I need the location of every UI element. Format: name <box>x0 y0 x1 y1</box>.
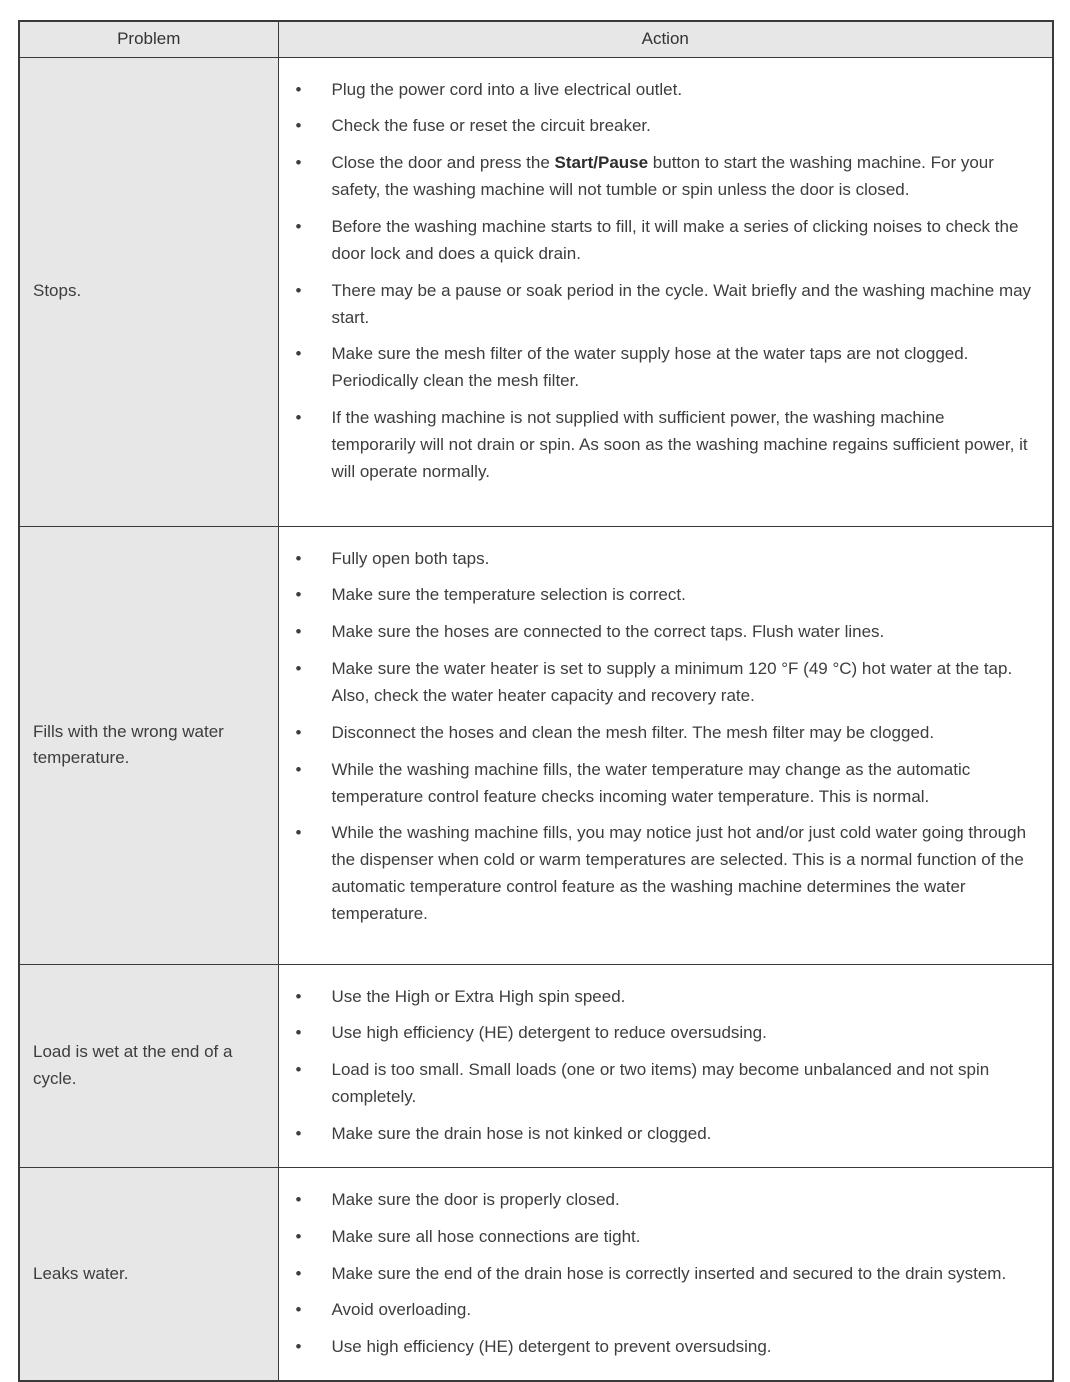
bullet-marker-icon: • <box>295 986 302 1006</box>
action-text: Avoid overloading. <box>331 1300 472 1320</box>
bullet-marker-icon: • <box>295 1337 302 1357</box>
action-item <box>295 1020 1033 1047</box>
action-item <box>295 113 1033 140</box>
action-cell <box>278 57 1053 526</box>
action-item <box>295 1261 1033 1288</box>
bullet-marker-icon: • <box>295 1189 302 1209</box>
action-text: Make sure the door is properly closed. <box>331 1189 620 1209</box>
action-cell <box>278 1167 1053 1381</box>
action-item <box>295 1297 1033 1324</box>
action-item <box>295 341 1033 395</box>
table-row <box>19 57 1053 526</box>
action-text: Use high efficiency (HE) detergent to prevent oversudsing. <box>331 1337 772 1357</box>
bullet-marker-icon: • <box>295 585 302 605</box>
action-item <box>295 619 1033 646</box>
action-item <box>295 546 1033 573</box>
header-row <box>19 21 1053 57</box>
bullet-marker-icon: • <box>295 153 302 173</box>
action-text: Check the fuse or reset the circuit breaker. <box>331 116 651 136</box>
action-text: If the washing machine is not supplied with sufficient power, the washing machine temporarily will not drain or spin. As soon as the washing machine regains sufficient power, it will operate normally. <box>331 408 1028 481</box>
action-item <box>295 1057 1033 1111</box>
bullet-marker-icon: • <box>295 759 302 779</box>
bullet-marker-icon: • <box>295 1060 302 1080</box>
action-text: Make sure the mesh filter of the water supply hose at the water taps are not clogged. Periodically clean the mesh filter. <box>331 344 969 391</box>
action-text: Load is too small. Small loads (one or two items) may become unbalanced and not spin completely. <box>331 1060 990 1107</box>
action-text <box>332 153 994 199</box>
action-text: Use the High or Extra High spin speed. <box>331 986 626 1006</box>
action-text: Use high efficiency (HE) detergent to reduce oversudsing. <box>331 1023 767 1043</box>
bullet-marker-icon: • <box>295 280 302 300</box>
action-text: Plug the power cord into a live electrical outlet. <box>331 79 683 99</box>
table-row <box>19 1167 1053 1381</box>
bullet-marker-icon: • <box>295 116 302 136</box>
header-action: Action <box>278 21 1053 57</box>
action-item <box>295 77 1033 104</box>
problem-cell: Load is wet at the end of a cycle. <box>19 964 278 1167</box>
bullet-marker-icon: • <box>295 1263 302 1283</box>
table-body <box>19 57 1053 1381</box>
action-text: Make sure the water heater is set to supply a minimum 120 °F (49 °C) hot water at the tap. Also, check the water heater capacity and recovery rate. <box>331 659 1013 705</box>
bullet-marker-icon: • <box>295 548 302 568</box>
bullet-marker-icon: • <box>295 408 302 428</box>
plain-text: Close the door and press the <box>331 153 555 173</box>
header-problem: Problem <box>19 21 278 57</box>
action-cell <box>278 964 1053 1167</box>
action-item <box>295 656 1033 710</box>
action-item <box>295 1224 1033 1251</box>
action-item <box>295 1121 1033 1148</box>
bullet-marker-icon: • <box>295 1023 302 1043</box>
bullet-marker-icon: • <box>295 659 302 679</box>
action-item <box>295 405 1033 486</box>
bullet-marker-icon: • <box>295 722 302 742</box>
table-row <box>19 964 1053 1167</box>
action-text: Make sure the drain hose is not kinked or clogged. <box>331 1123 712 1143</box>
problem-cell: Stops. <box>19 57 278 526</box>
action-item <box>295 757 1033 811</box>
action-text: There may be a pause or soak period in the cycle. Wait briefly and the washing machine may start. <box>331 280 1032 327</box>
problem-cell: Leaks water. <box>19 1167 278 1381</box>
action-item <box>295 720 1033 747</box>
table-header <box>19 21 1053 57</box>
action-item <box>295 984 1033 1011</box>
bullet-marker-icon: • <box>295 823 302 843</box>
bullet-marker-icon: • <box>295 1300 302 1320</box>
action-text: While the washing machine fills, you may notice just hot and/or just cold water going through the dispenser when cold or warm temperatures are selected. This is a normal function of the automatic temperature control feature as the washing machine determines the water temperature. <box>331 823 1027 923</box>
action-text: Make sure all hose connections are tight. <box>331 1226 641 1246</box>
action-cell <box>278 526 1053 964</box>
bullet-marker-icon: • <box>295 1226 302 1246</box>
action-item <box>295 150 1033 204</box>
action-text: Fully open both taps. <box>331 548 490 568</box>
problem-cell: Fills with the wrong water temperature. <box>19 526 278 964</box>
action-text: Make sure the end of the drain hose is correctly inserted and secured to the drain system. <box>331 1263 1007 1283</box>
action-item <box>295 1187 1033 1214</box>
action-item <box>295 214 1033 268</box>
action-text: Before the washing machine starts to fill, it will make a series of clicking noises to check the door lock and does a quick drain. <box>331 216 1019 263</box>
bullet-marker-icon: • <box>295 79 302 99</box>
action-item <box>295 1334 1033 1361</box>
table-row <box>19 526 1053 964</box>
action-item <box>295 820 1033 927</box>
troubleshooting-table <box>18 20 1054 1382</box>
action-item <box>295 582 1033 609</box>
action-text: Disconnect the hoses and clean the mesh filter. The mesh filter may be clogged. <box>331 722 935 742</box>
bullet-marker-icon: • <box>295 344 302 364</box>
action-text: While the washing machine fills, the water temperature may change as the automatic temperature control feature checks incoming water temperature. This is normal. <box>331 759 971 806</box>
action-text: Make sure the hoses are connected to the correct taps. Flush water lines. <box>331 622 885 642</box>
action-item <box>295 278 1033 332</box>
bullet-marker-icon: • <box>295 216 302 236</box>
plain-text: button to start the washing machine. For your safety, the washing machine will not tumble or spin unless the door is closed. <box>331 153 994 200</box>
bullet-marker-icon: • <box>295 622 302 642</box>
bold-text: Start/Pause <box>554 153 649 173</box>
action-text: Make sure the temperature selection is correct. <box>331 585 686 605</box>
bullet-marker-icon: • <box>295 1123 302 1143</box>
